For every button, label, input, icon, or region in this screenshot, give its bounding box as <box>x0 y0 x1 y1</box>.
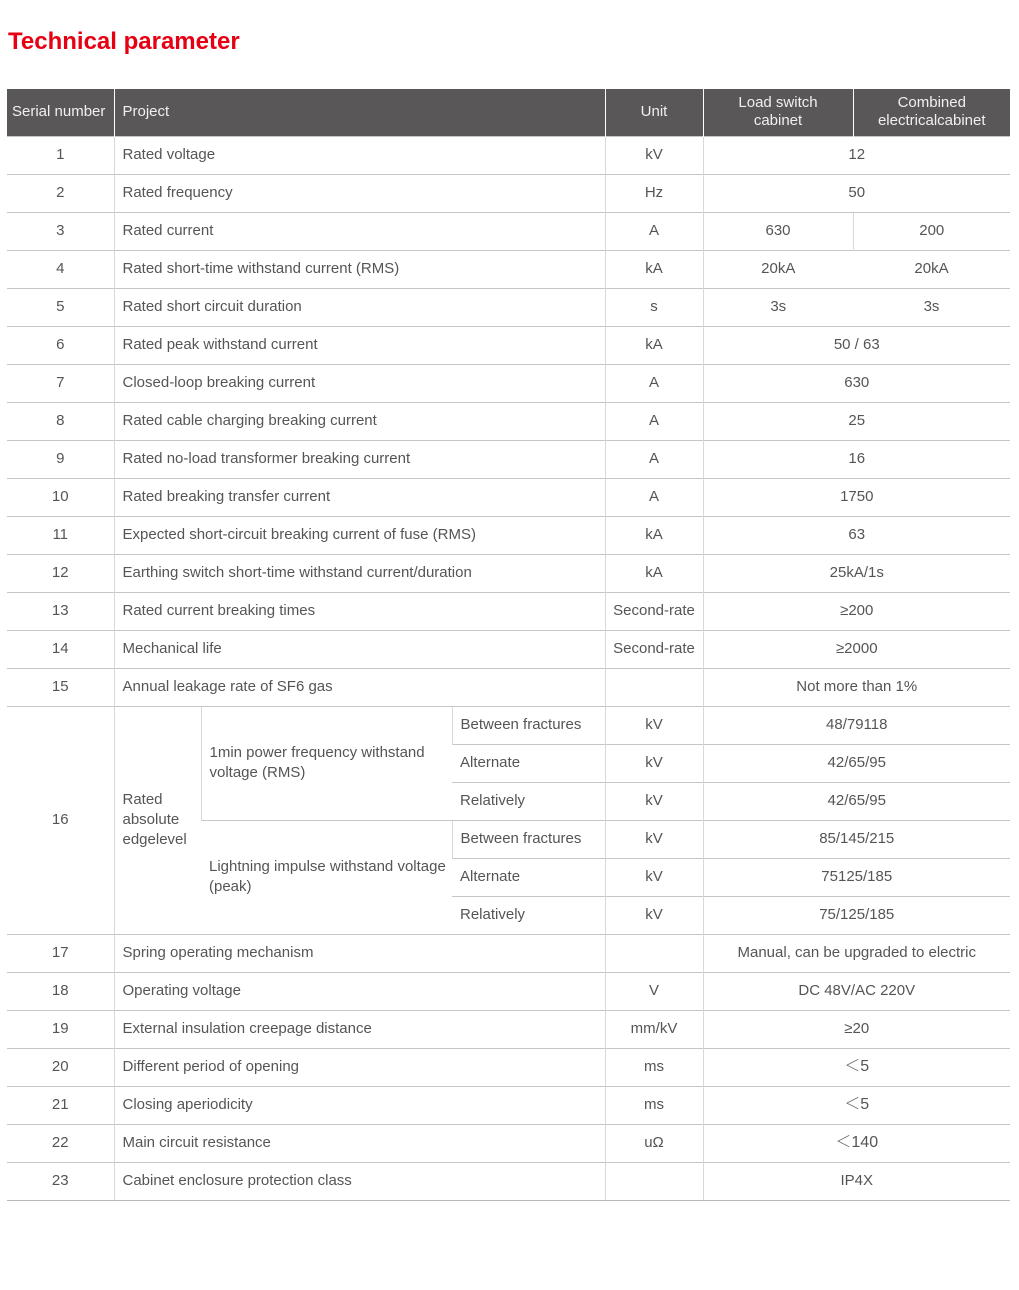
cell-value: ＜5 <box>703 1048 1010 1086</box>
table-row <box>7 668 1010 706</box>
cell-unit: A <box>605 440 703 478</box>
cell-unit: ms <box>605 1048 703 1086</box>
table-row <box>7 1162 1010 1200</box>
cell-value-load: 20kA <box>703 250 853 288</box>
cell-project: Closing aperiodicity <box>114 1086 605 1124</box>
cell-project: Rated voltage <box>114 136 605 174</box>
cell-value-load: 3s <box>703 288 853 326</box>
cell-unit <box>605 1162 703 1200</box>
table-row <box>7 934 1010 972</box>
table-row <box>7 1010 1010 1048</box>
table-row <box>7 1048 1010 1086</box>
table-row <box>7 326 1010 364</box>
cell-value-combined: 3s <box>853 288 1010 326</box>
cell-sub-label: Alternate <box>452 744 605 782</box>
cell-project: Main circuit resistance <box>114 1124 605 1162</box>
cell-unit: kV <box>605 858 703 896</box>
cell-project: Closed-loop breaking current <box>114 364 605 402</box>
cell-value: 75/125/185 <box>703 896 1010 934</box>
cell-serial: 3 <box>7 212 114 250</box>
cell-value: 42/65/95 <box>703 782 1010 820</box>
table-row <box>7 364 1010 402</box>
cell-project: Rated cable charging breaking current <box>114 402 605 440</box>
cell-serial: 19 <box>7 1010 114 1048</box>
cell-value: Manual, can be upgraded to electric <box>703 934 1010 972</box>
cell-section-label: Lightning impulse withstand voltage (peak) <box>201 820 452 934</box>
cell-value-load: 630 <box>703 212 853 250</box>
cell-unit: kV <box>605 782 703 820</box>
cell-unit <box>605 668 703 706</box>
cell-serial: 4 <box>7 250 114 288</box>
cell-project: Mechanical life <box>114 630 605 668</box>
cell-value: 50 <box>703 174 1010 212</box>
cell-value: ＜140 <box>703 1124 1010 1162</box>
cell-serial: 1 <box>7 136 114 174</box>
cell-serial: 17 <box>7 934 114 972</box>
cell-serial: 18 <box>7 972 114 1010</box>
cell-serial: 21 <box>7 1086 114 1124</box>
cell-sub-label: Relatively <box>452 782 605 820</box>
header-unit: Unit <box>605 89 703 136</box>
cell-serial: 11 <box>7 516 114 554</box>
table-row <box>7 402 1010 440</box>
cell-serial: 9 <box>7 440 114 478</box>
cell-project: Rated short-time withstand current (RMS) <box>114 250 605 288</box>
cell-value: 42/65/95 <box>703 744 1010 782</box>
table-row <box>7 136 1010 174</box>
cell-project: Earthing switch short-time withstand current/duration <box>114 554 605 592</box>
cell-value: Not more than 1% <box>703 668 1010 706</box>
cell-value-combined: 200 <box>853 212 1010 250</box>
table-row <box>7 630 1010 668</box>
cell-group-label: Rated absolute edgelevel <box>114 706 201 934</box>
cell-value: 48/79118 <box>703 706 1010 744</box>
cell-project: Rated breaking transfer current <box>114 478 605 516</box>
cell-value: IP4X <box>703 1162 1010 1200</box>
cell-serial: 22 <box>7 1124 114 1162</box>
cell-value: 25 <box>703 402 1010 440</box>
header-row <box>7 89 1010 136</box>
cell-serial: 12 <box>7 554 114 592</box>
cell-serial: 5 <box>7 288 114 326</box>
cell-unit <box>605 934 703 972</box>
cell-serial: 15 <box>7 668 114 706</box>
table-row-16 <box>7 706 1010 744</box>
cell-serial: 13 <box>7 592 114 630</box>
cell-unit: uΩ <box>605 1124 703 1162</box>
cell-project: Rated current <box>114 212 605 250</box>
cell-sub-label: Between fractures <box>452 706 605 744</box>
cell-value: 630 <box>703 364 1010 402</box>
cell-unit: ms <box>605 1086 703 1124</box>
table-row <box>7 972 1010 1010</box>
cell-serial: 7 <box>7 364 114 402</box>
cell-unit: kV <box>605 136 703 174</box>
cell-unit: A <box>605 402 703 440</box>
cell-value: ≥20 <box>703 1010 1010 1048</box>
cell-serial: 23 <box>7 1162 114 1200</box>
cell-unit: s <box>605 288 703 326</box>
cell-value: ≥2000 <box>703 630 1010 668</box>
table-row <box>7 592 1010 630</box>
page-title: Technical parameter <box>8 28 240 55</box>
cell-value: 50 / 63 <box>703 326 1010 364</box>
cell-project: Rated no-load transformer breaking current <box>114 440 605 478</box>
cell-sub-label: Relatively <box>452 896 605 934</box>
cell-unit: kV <box>605 706 703 744</box>
cell-value-combined: 20kA <box>853 250 1010 288</box>
cell-unit: kV <box>605 744 703 782</box>
cell-unit: kV <box>605 896 703 934</box>
cell-serial: 10 <box>7 478 114 516</box>
table-row <box>7 288 1010 326</box>
table-row <box>7 212 1010 250</box>
cell-project: Rated current breaking times <box>114 592 605 630</box>
table-row <box>7 1124 1010 1162</box>
cell-project: Different period of opening <box>114 1048 605 1086</box>
cell-unit: A <box>605 478 703 516</box>
table-header <box>7 89 1010 136</box>
cell-sub-label: Alternate <box>452 858 605 896</box>
cell-serial: 20 <box>7 1048 114 1086</box>
header-project: Project <box>114 89 605 136</box>
table-row <box>7 478 1010 516</box>
cell-unit: A <box>605 364 703 402</box>
cell-serial: 16 <box>7 706 114 934</box>
cell-value: 63 <box>703 516 1010 554</box>
table-row <box>7 554 1010 592</box>
cell-project: Spring operating mechanism <box>114 934 605 972</box>
cell-project: Rated short circuit duration <box>114 288 605 326</box>
cell-value: 1750 <box>703 478 1010 516</box>
cell-unit: mm/kV <box>605 1010 703 1048</box>
cell-value: 75125/185 <box>703 858 1010 896</box>
cell-unit: Second-rate <box>605 592 703 630</box>
cell-unit: kA <box>605 554 703 592</box>
cell-unit: kA <box>605 250 703 288</box>
table-row <box>7 516 1010 554</box>
header-combined-electrical-cabinet: Combined electricalcabinet <box>853 89 1010 136</box>
cell-project: External insulation creepage distance <box>114 1010 605 1048</box>
table-row <box>7 174 1010 212</box>
cell-value: DC 48V/AC 220V <box>703 972 1010 1010</box>
cell-unit: V <box>605 972 703 1010</box>
cell-unit: kA <box>605 326 703 364</box>
technical-parameter-table <box>7 89 1010 1201</box>
cell-serial: 14 <box>7 630 114 668</box>
cell-project: Rated peak withstand current <box>114 326 605 364</box>
cell-unit: A <box>605 212 703 250</box>
cell-unit: kV <box>605 820 703 858</box>
cell-serial: 6 <box>7 326 114 364</box>
cell-project: Cabinet enclosure protection class <box>114 1162 605 1200</box>
table-row <box>7 440 1010 478</box>
cell-unit: Hz <box>605 174 703 212</box>
header-load-switch-cabinet: Load switch cabinet <box>703 89 853 136</box>
cell-unit: kA <box>605 516 703 554</box>
cell-value: 25kA/1s <box>703 554 1010 592</box>
cell-value: 85/145/215 <box>703 820 1010 858</box>
cell-serial: 8 <box>7 402 114 440</box>
cell-value: ＜5 <box>703 1086 1010 1124</box>
cell-value: ≥200 <box>703 592 1010 630</box>
cell-section-label: 1min power frequency withstand voltage (RMS) <box>201 706 452 820</box>
table-body <box>7 136 1010 1200</box>
cell-project: Operating voltage <box>114 972 605 1010</box>
cell-sub-label: Between fractures <box>452 820 605 858</box>
table-row <box>7 1086 1010 1124</box>
cell-project: Annual leakage rate of SF6 gas <box>114 668 605 706</box>
cell-value: 12 <box>703 136 1010 174</box>
cell-project: Rated frequency <box>114 174 605 212</box>
cell-value: 16 <box>703 440 1010 478</box>
cell-project: Expected short-circuit breaking current of fuse (RMS) <box>114 516 605 554</box>
header-serial-number: Serial number <box>7 89 114 136</box>
table-row <box>7 250 1010 288</box>
cell-unit: Second-rate <box>605 630 703 668</box>
cell-serial: 2 <box>7 174 114 212</box>
